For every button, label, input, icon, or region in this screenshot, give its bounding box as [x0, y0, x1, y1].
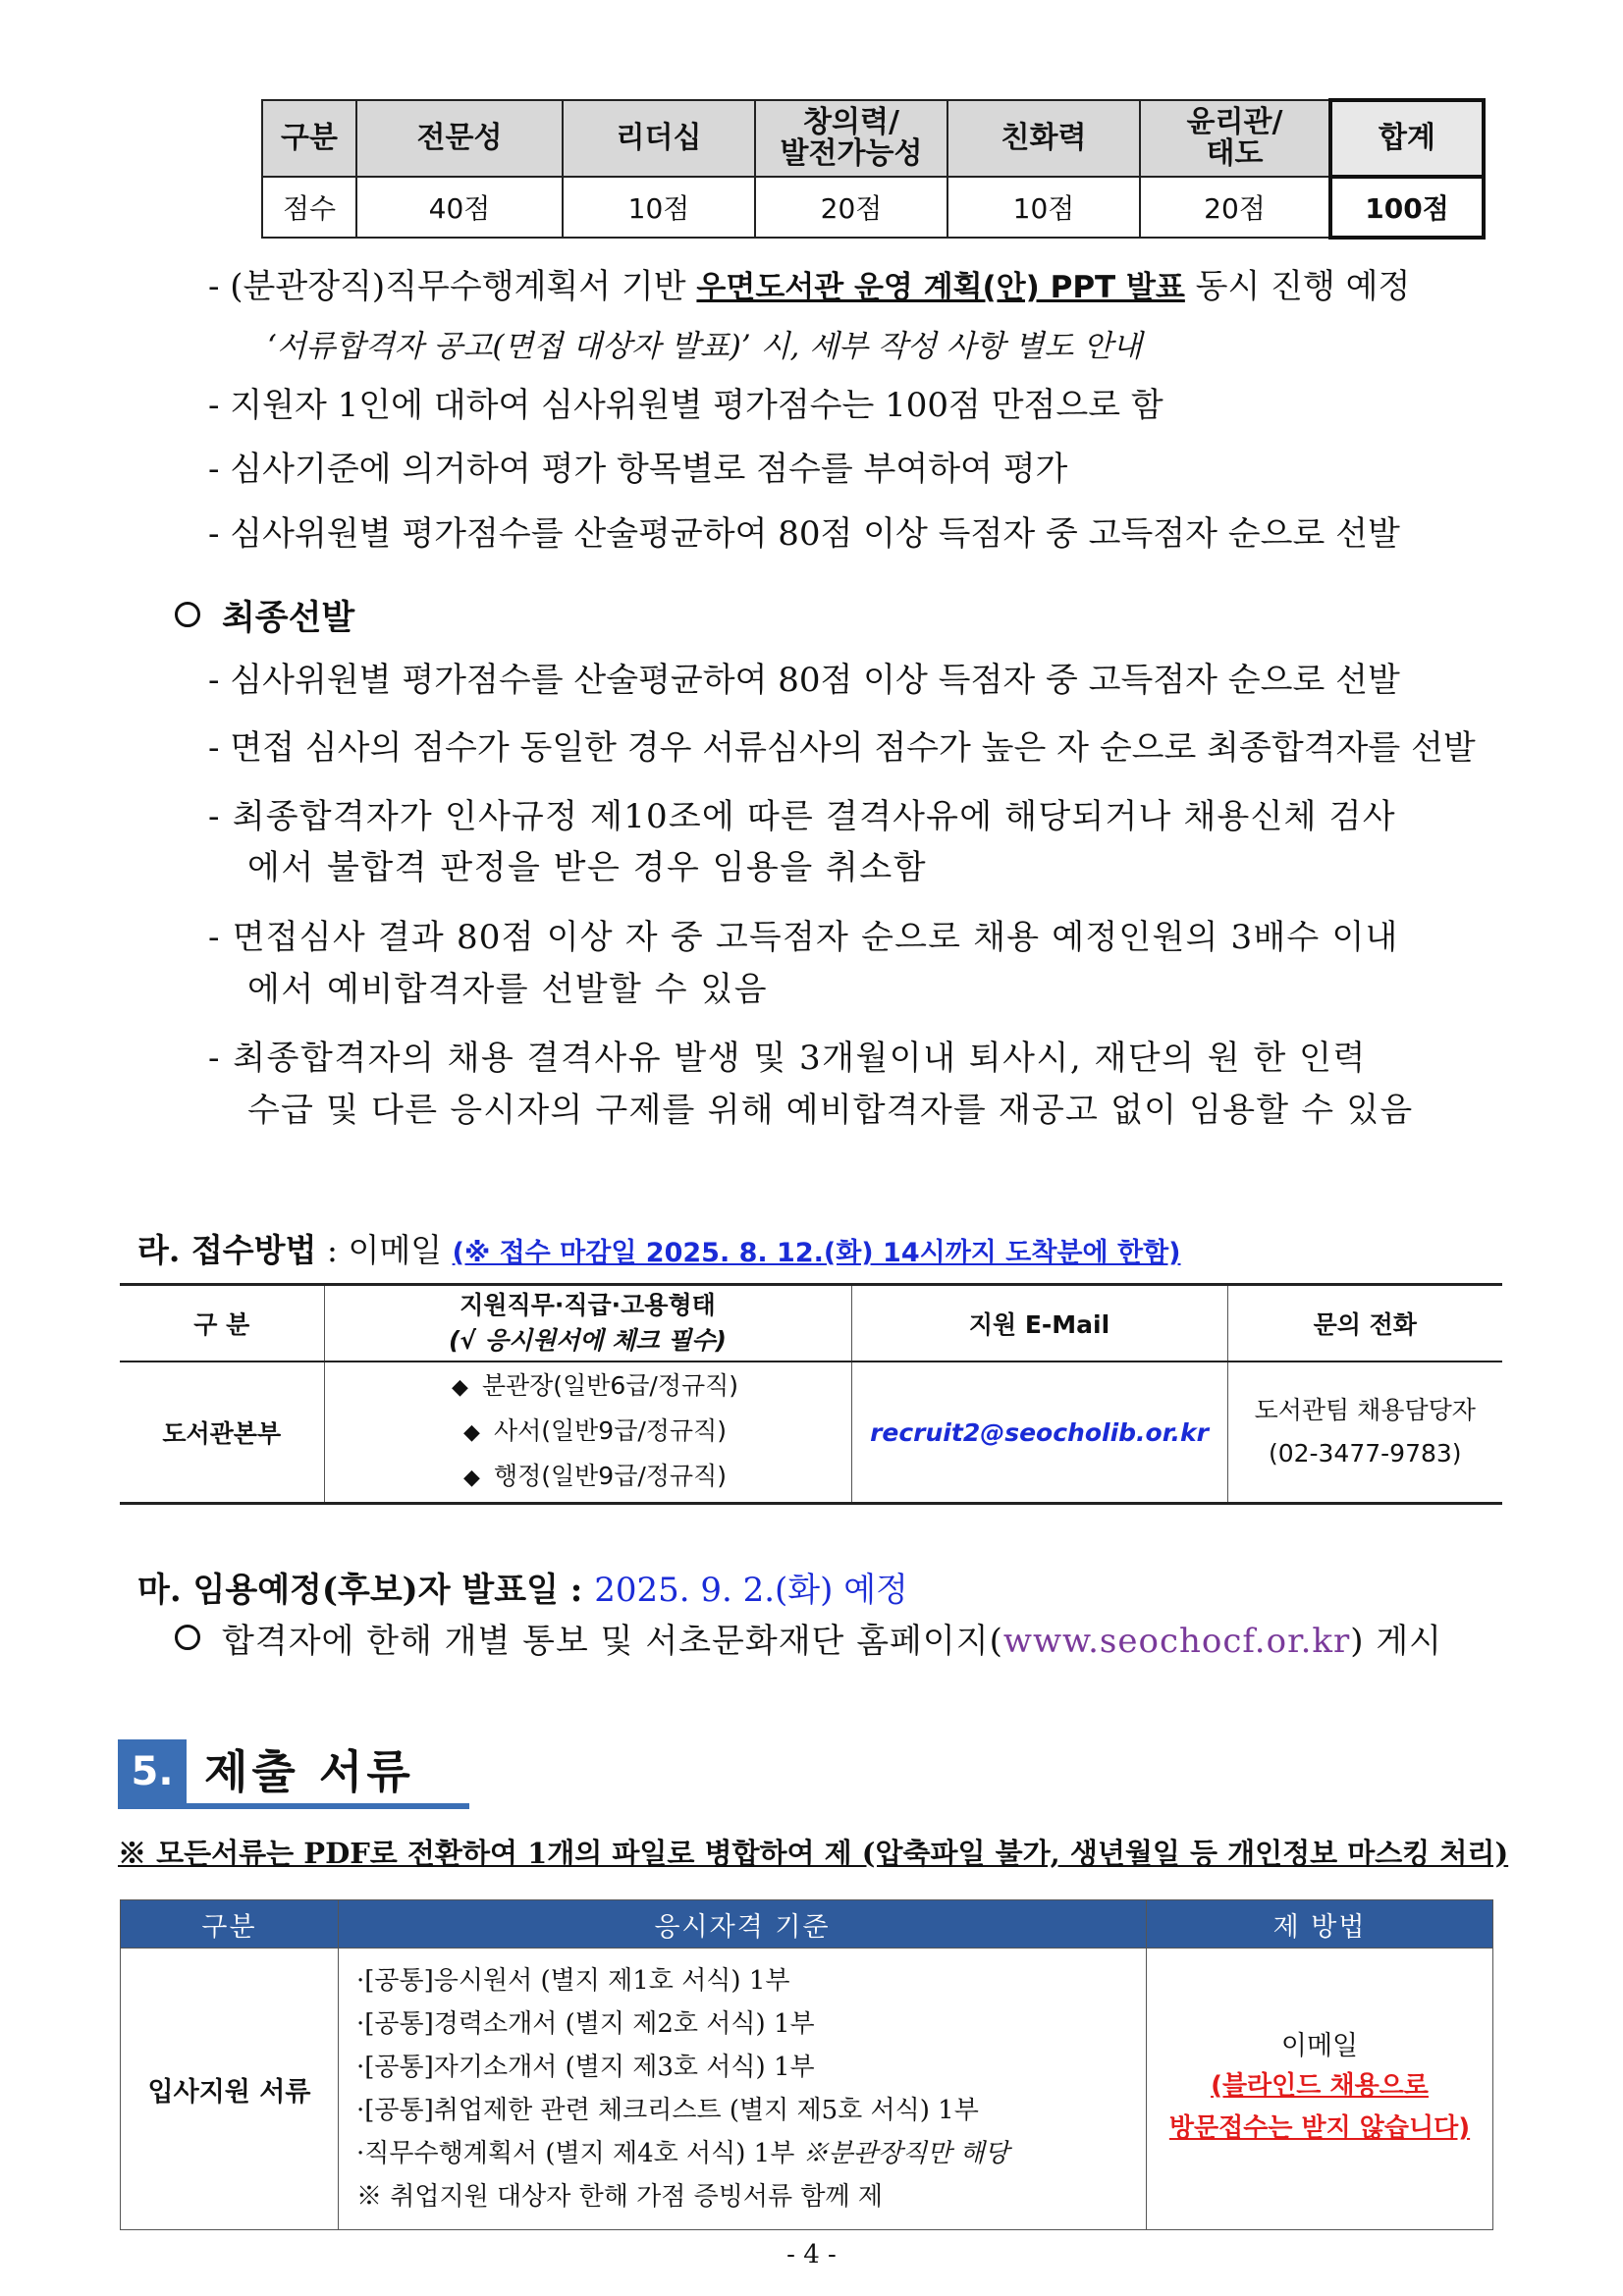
doc-item: ·[공통]자기소개서 (별지 제3호 서식) 1부	[356, 2053, 815, 2082]
doc-item: ·[공통]취업제한 관련 체크리스트 (별지 제5호 서식) 1부	[356, 2096, 979, 2125]
announcement-date: 2025. 9. 2.(화) 예정	[594, 1571, 908, 1610]
final-item: - 면접 심사의 점수가 동일한 경우 서류심사의 점수가 높은 자 순으로 최종합격자를 선발	[208, 728, 1476, 768]
doc-item-text: ·직무수행계획서 (별지 제4호 서식) 1부	[356, 2139, 803, 2168]
position-item	[341, 1410, 850, 1455]
interview-line-2: - 지원자 1인에 대하여 심사위원별 평가점수는 100점 만점으로 함	[208, 386, 1163, 425]
contact-header-category: 구 분	[120, 1285, 324, 1362]
contact-table	[120, 1283, 1502, 1505]
doc-method: 이메일	[1280, 2031, 1359, 2061]
section-ma-note-tail: ) 게시	[1350, 1622, 1443, 1661]
documents-table-header	[121, 1900, 1493, 1949]
doc-method-note-2: 방문접수는 받지 않습니다)	[1168, 2113, 1471, 2143]
interview-line-1-tail: 동시 진행 예정	[1184, 267, 1411, 306]
section-5-number: 5.	[118, 1739, 187, 1804]
diamond-bullet-icon: ◆	[451, 1375, 468, 1400]
interview-line-1	[208, 267, 1410, 307]
position-item	[341, 1364, 850, 1410]
contact-header-position-line2: (√ 응시원서에 체크 필수)	[449, 1326, 727, 1355]
contact-person: 도서관팀 채용담당자	[1254, 1396, 1476, 1424]
section-ma	[137, 1563, 908, 1611]
doc-header-criteria: 응시자격 기준	[339, 1900, 1147, 1949]
score-value-cell: 10점	[947, 177, 1140, 238]
score-header-cell: 윤리관/ 태도	[1140, 100, 1330, 177]
score-header-cell: 구분	[262, 100, 356, 177]
doc-extra-note: ※ 취업지원 대상자 한해 가점 증빙서류 함께 제	[356, 2182, 883, 2212]
contact-dept: 도서관본부	[120, 1362, 324, 1504]
section-5-underline	[118, 1803, 469, 1809]
final-selection-heading	[175, 591, 354, 640]
section-5-title: 제출 서류	[204, 1745, 414, 1798]
final-item-cont: 에서 예비합격자를 선발할 수 있음	[247, 970, 769, 1009]
interview-line-3: - 심사기준에 의거하여 평가 항목별로 점수를 부여하여 평가	[208, 450, 1068, 489]
section-ma-colon: :	[558, 1571, 595, 1610]
doc-method-note-1: (블라인드 채용으로	[1211, 2071, 1429, 2101]
ppt-presentation-note: 우면도서관 운영 계획(안) PPT 발표	[696, 270, 1185, 305]
score-header-cell: 전문성	[356, 100, 563, 177]
recruit-email-link[interactable]: recruit2@seocholib.or.kr	[870, 1417, 1209, 1447]
score-value-cell: 점수	[262, 177, 356, 238]
final-selection-title: 최종선발	[222, 598, 355, 638]
score-value-cell: 40점	[356, 177, 563, 238]
score-table-header-row	[262, 100, 1484, 177]
contact-table-header	[120, 1285, 1502, 1362]
interview-line-4: - 심사위원별 평가점수를 산술평균하여 80점 이상 득점자 중 고득점자 순으로 선발	[208, 514, 1400, 554]
final-item-cont: 에서 불합격 판정을 받은 경우 임용을 취소함	[247, 848, 928, 887]
position-label: 분관장(일반6급/정규직)	[481, 1371, 739, 1400]
score-value-total: 100점	[1330, 177, 1484, 238]
contact-header-position	[324, 1285, 851, 1362]
final-item: - 최종합격자가 인사규정 제10조에 따른 결격사유에 해당되거나 채용신체 검사	[208, 797, 1396, 836]
diamond-bullet-icon: ◆	[463, 1466, 480, 1490]
diamond-bullet-icon: ◆	[463, 1420, 480, 1445]
section-ra	[137, 1225, 1181, 1271]
contact-phone-number: (02-3477-9783)	[1268, 1439, 1462, 1468]
doc-item: ·[공통]경력소개서 (별지 제2호 서식) 1부	[356, 2009, 815, 2039]
contact-header-position-line1: 지원직무·직급·고용형태	[460, 1291, 716, 1319]
score-header-cell: 친화력	[947, 100, 1140, 177]
doc-item: ·[공통]응시원서 (별지 제1호 서식) 1부	[356, 1966, 790, 1996]
final-item: - 면접심사 결과 80점 이상 자 중 고득점자 순으로 채용 예정인원의 3배수 이내	[208, 918, 1399, 957]
doc-header-method: 제 방법	[1147, 1900, 1493, 1949]
documents-table-row	[121, 1949, 1493, 2230]
page-number: - 4 -	[786, 2240, 837, 2269]
interview-line-1-text: - (분관장직)직무수행계획서 기반	[208, 267, 697, 306]
section-ra-method: : 이메일	[316, 1231, 453, 1269]
section-ra-deadline: (※ 접수 마감일 2025. 8. 12.(화) 14시까지 도착분에 한함)	[452, 1238, 1181, 1268]
contact-table-row	[120, 1362, 1502, 1504]
doc-item-note: ※분관장직만 해당	[802, 2139, 1009, 2168]
position-label: 사서(일반9급/정규직)	[493, 1416, 727, 1445]
final-item: - 심사위원별 평가점수를 산술평균하여 80점 이상 득점자 중 고득점자 순으로 선발	[208, 661, 1400, 700]
circle-bullet-icon	[175, 602, 200, 627]
score-value-cell: 20점	[755, 177, 947, 238]
score-header-cell: 창의력/ 발전가능성	[755, 100, 947, 177]
score-value-cell: 20점	[1140, 177, 1330, 238]
section-ma-note	[175, 1622, 1442, 1661]
contact-email-cell	[851, 1362, 1227, 1504]
position-list	[324, 1362, 851, 1504]
final-item-cont: 수급 및 다른 응시자의 구제를 위해 예비합격자를 재공고 없이 임용할 수 있음	[247, 1091, 1414, 1130]
documents-table	[120, 1899, 1493, 2230]
foundation-homepage-link[interactable]: www.seochocf.or.kr	[1002, 1622, 1351, 1661]
submission-notice: ※ 모든서류는 PDF로 전환하여 1개의 파일로 병합하여 제 (압축파일 불가, 생년월일 등 개인정보 마스킹 처리)	[118, 1837, 1509, 1870]
contact-header-phone: 문의 전화	[1227, 1285, 1502, 1362]
score-value-cell: 10점	[563, 177, 755, 238]
score-header-cell: 리더십	[563, 100, 755, 177]
section-ra-title: 라. 접수방법	[137, 1231, 317, 1269]
doc-list	[339, 1949, 1147, 2230]
score-table-value-row	[262, 177, 1484, 238]
interview-notice-note: ‘서류합격자 공고(면접 대상자 발표)’ 시, 세부 작성 사항 별도 안내	[267, 329, 1143, 364]
doc-header-category: 구분	[121, 1900, 339, 1949]
contact-phone-cell	[1227, 1362, 1502, 1504]
doc-method-cell	[1147, 1949, 1493, 2230]
score-table	[261, 98, 1486, 240]
score-header-total: 합계	[1330, 100, 1484, 177]
circle-bullet-icon	[175, 1625, 200, 1650]
doc-item	[356, 2132, 1145, 2175]
final-item: - 최종합격자의 채용 결격사유 발생 및 3개월이내 퇴사시, 재단의 원 한 인력	[208, 1039, 1367, 1078]
position-item	[341, 1455, 850, 1500]
section-ma-title: 마. 임용예정(후보)자 발표일	[137, 1571, 559, 1610]
position-label: 행정(일반9급/정규직)	[493, 1462, 727, 1490]
contact-header-email: 지원 E-Mail	[851, 1285, 1227, 1362]
doc-category: 입사지원 서류	[121, 1949, 339, 2230]
section-ma-note-text: 합격자에 한해 개별 통보 및 서초문화재단 홈페이지(	[222, 1622, 1003, 1661]
